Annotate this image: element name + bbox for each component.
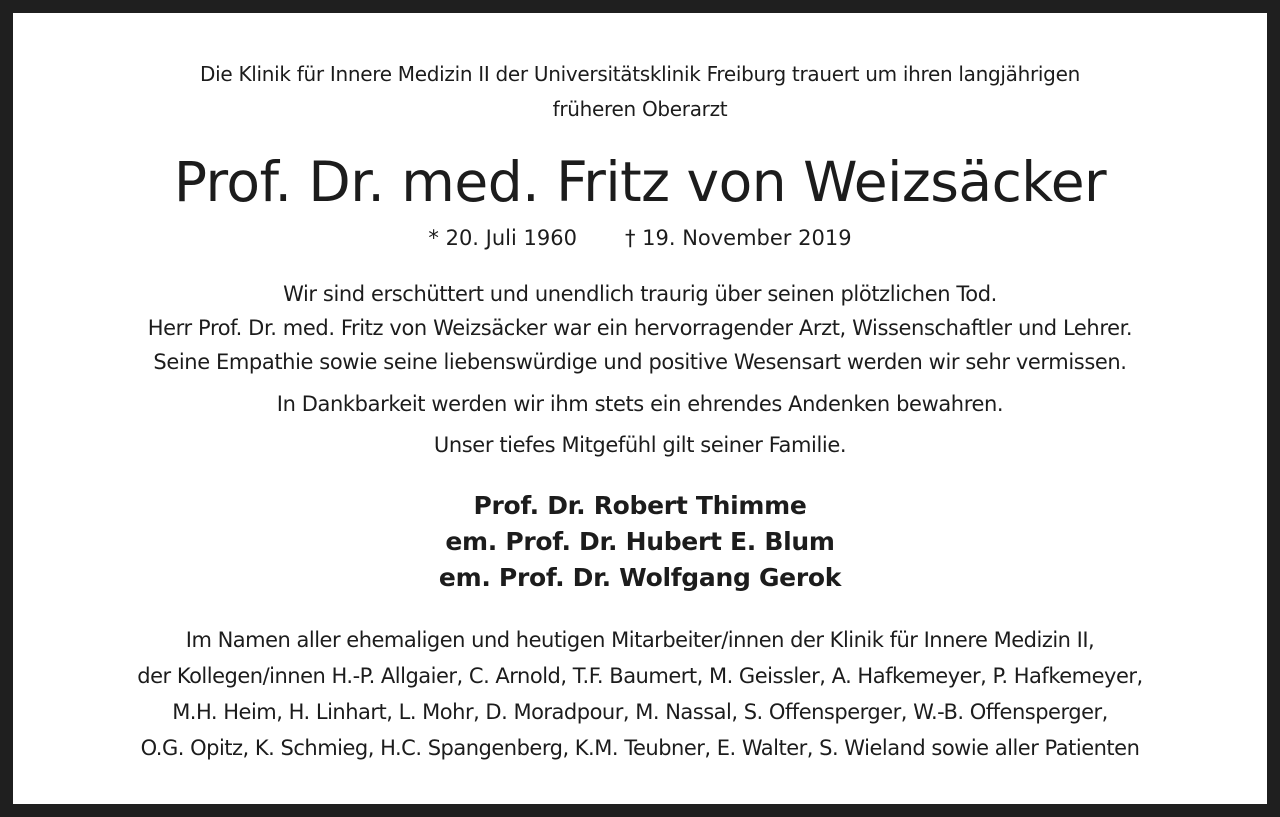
intro-line: Die Klinik für Innere Medizin II der Universitätsklinik Freiburg trauert um ihren langjährigen <box>200 62 1080 86</box>
signer-name: em. Prof. Dr. Hubert E. Blum <box>445 527 835 556</box>
signer-name: Prof. Dr. Robert Thimme <box>473 491 807 520</box>
footer-line: M.H. Heim, H. Linhart, L. Mohr, D. Moradpour, M. Nassal, S. Offensperger, W.-B. Offensperger, <box>172 700 1108 724</box>
birth-date: * 20. Juli 1960 <box>428 226 577 250</box>
signers-list <box>13 488 1267 596</box>
message-line: Wir sind erschüttert und unendlich traurig über seinen plötzlichen Tod. <box>283 282 997 306</box>
footer-line: O.G. Opitz, K. Schmieg, H.C. Spangenberg, K.M. Teubner, E. Walter, S. Wieland sowie aller Patienten <box>140 736 1140 760</box>
intro-line: früheren Oberarzt <box>552 97 728 121</box>
message-line: Seine Empathie sowie seine liebenswürdige und positive Wesensart werden wir sehr vermissen. <box>153 350 1127 374</box>
footer-line: der Kollegen/innen H.-P. Allgaier, C. Arnold, T.F. Baumert, M. Geissler, A. Hafkemeyer, P. Hafkemeyer, <box>137 664 1143 688</box>
colleagues-footer <box>13 622 1267 766</box>
message-line: Herr Prof. Dr. med. Fritz von Weizsäcker war ein hervorragender Arzt, Wissenschaftler und Lehrer. <box>147 316 1133 340</box>
condolence-message <box>13 277 1267 379</box>
thanks-line: In Dankbarkeit werden wir ihm stets ein ehrendes Andenken bewahren. <box>276 392 1004 416</box>
intro-text <box>13 57 1267 127</box>
sympathy-line: Unser tiefes Mitgefühl gilt seiner Familie. <box>433 433 847 457</box>
signer-name: em. Prof. Dr. Wolfgang Gerok <box>438 563 842 592</box>
footer-line: Im Namen aller ehemaligen und heutigen Mitarbeiter/innen der Klinik für Innere Medizin II, <box>185 628 1095 652</box>
death-date: † 19. November 2019 <box>624 226 852 250</box>
life-dates <box>13 223 1267 253</box>
deceased-name: Prof. Dr. med. Fritz von Weizsäcker <box>173 150 1107 214</box>
obituary-notice <box>13 13 1267 804</box>
